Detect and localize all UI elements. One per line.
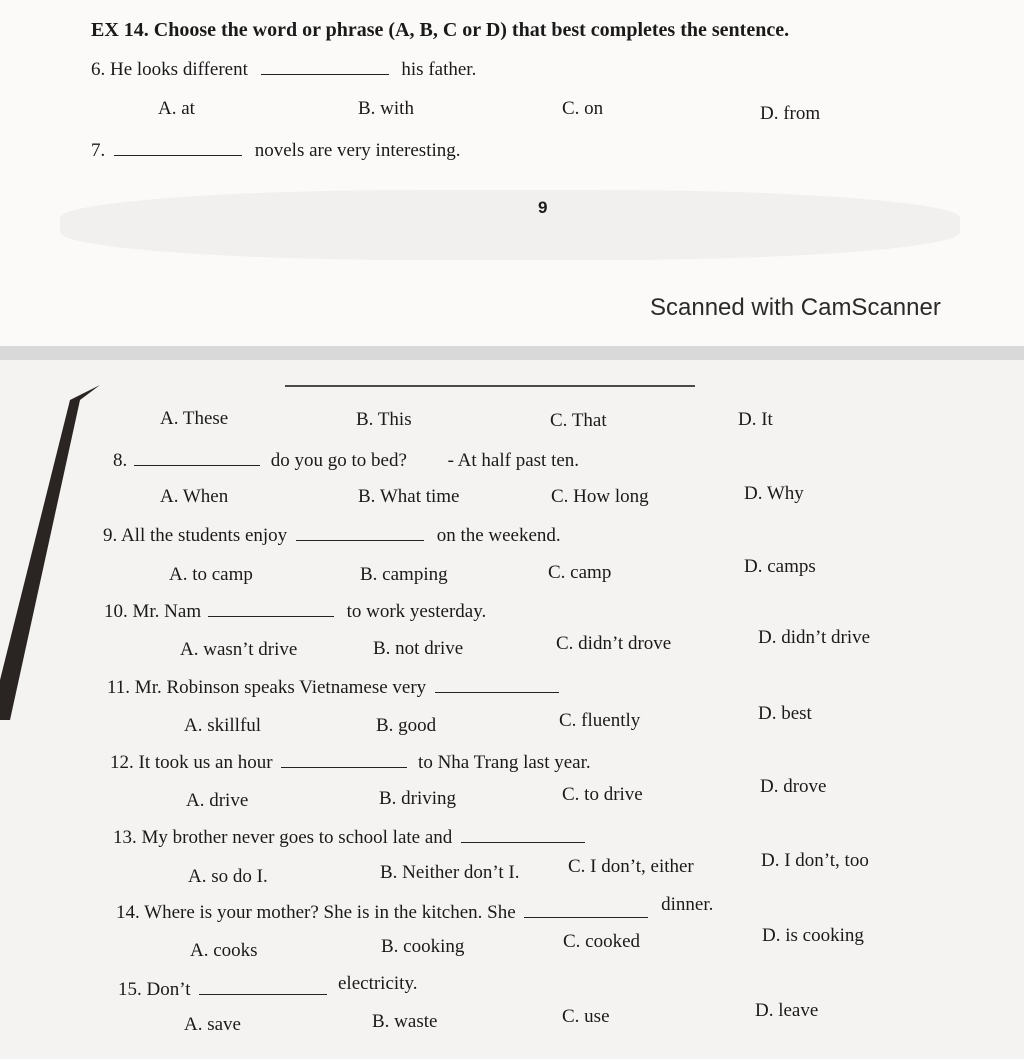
option-7d: D. It <box>738 409 773 430</box>
image-divider <box>0 346 1024 360</box>
answer-blank <box>208 614 334 617</box>
option-12c: C. to drive <box>562 784 643 805</box>
answer-blank <box>435 690 559 693</box>
option-12b: B. driving <box>379 788 457 809</box>
exercise-title: EX 14. Choose the word or phrase (A, B, C or D) that best completes the sentence. <box>91 19 790 41</box>
question-9-text-after: on the weekend. <box>436 525 561 546</box>
page-number: 9 <box>538 198 548 217</box>
top-scanned-page <box>0 0 1024 346</box>
question-12-text-before: 12. It took us an hour <box>110 752 273 773</box>
page-edge-shadow <box>0 360 120 720</box>
question-8-number: 8. <box>113 450 128 471</box>
question-8-text: do you go to bed? <box>270 450 407 471</box>
option-10c: C. didn’t drove <box>556 633 672 654</box>
option-14a: A. cooks <box>190 940 258 961</box>
option-6d: D. from <box>760 103 821 124</box>
option-15c: C. use <box>562 1006 610 1027</box>
question-15-text-before: 15. Don’t <box>118 979 191 1000</box>
option-10d: D. didn’t drive <box>758 627 871 648</box>
option-10a: A. wasn’t drive <box>180 639 298 660</box>
answer-blank <box>114 153 242 156</box>
question-10-text-before: 10. Mr. Nam <box>104 601 202 622</box>
option-7b: B. This <box>356 409 412 430</box>
question-12 <box>110 753 591 772</box>
option-7c: C. That <box>550 410 607 431</box>
option-7a: A. These <box>160 408 229 429</box>
question-14 <box>116 894 714 923</box>
option-10b: B. not drive <box>373 638 464 659</box>
option-13a: A. so do I. <box>188 866 268 887</box>
option-8a: A. When <box>160 486 229 507</box>
answer-blank <box>296 538 424 541</box>
question-10 <box>104 602 486 621</box>
scan-shadow <box>60 190 960 260</box>
question-7-text-after: novels are very interesting. <box>254 140 461 161</box>
option-12a: A. drive <box>186 790 249 811</box>
answer-blank <box>199 992 327 995</box>
top-rule <box>285 385 695 387</box>
question-9-text-before: 9. All the students enjoy <box>103 525 288 546</box>
option-11a: A. skillful <box>184 715 262 736</box>
question-15 <box>118 973 418 1000</box>
question-8-reply: - At half past ten. <box>447 450 580 471</box>
option-11b: B. good <box>376 715 437 736</box>
question-11 <box>107 678 559 697</box>
camscanner-watermark: Scanned with CamScanner <box>650 294 941 321</box>
option-9c: C. camp <box>548 562 612 583</box>
question-11-text: 11. Mr. Robinson speaks Vietnamese very <box>107 677 427 698</box>
option-11d: D. best <box>758 703 812 724</box>
question-6-text-after: his father. <box>401 59 477 80</box>
answer-blank <box>261 72 389 75</box>
option-15a: A. save <box>184 1014 241 1035</box>
answer-blank <box>524 915 648 918</box>
question-7-text-before: 7. <box>91 140 106 161</box>
option-13c: C. I don’t, either <box>568 856 694 877</box>
answer-blank <box>281 765 407 768</box>
question-13 <box>113 828 585 847</box>
question-14-text-after: dinner. <box>661 894 714 915</box>
option-11c: C. fluently <box>559 710 641 731</box>
question-12-text-after: to Nha Trang last year. <box>418 752 591 773</box>
bottom-scanned-page <box>0 360 1024 1059</box>
question-8 <box>113 451 579 470</box>
answer-blank <box>134 463 260 466</box>
option-15b: B. waste <box>372 1011 438 1032</box>
option-8d: D. Why <box>744 483 804 504</box>
question-7 <box>91 141 461 160</box>
question-9 <box>103 526 561 545</box>
option-9d: D. camps <box>744 556 816 577</box>
option-13b: B. Neither don’t I. <box>380 862 520 883</box>
question-14-text-before: 14. Where is your mother? She is in the kitchen. She <box>116 902 516 923</box>
question-13-text: 13. My brother never goes to school late and <box>113 827 453 848</box>
option-9b: B. camping <box>360 564 448 585</box>
option-6b: B. with <box>358 98 414 119</box>
option-8b: B. What time <box>358 486 460 507</box>
answer-blank <box>461 840 585 843</box>
option-14b: B. cooking <box>381 936 465 957</box>
option-6a: A. at <box>158 98 195 119</box>
question-6 <box>91 60 476 79</box>
option-9a: A. to camp <box>169 564 253 585</box>
option-6c: C. on <box>562 98 604 119</box>
question-6-text-before: 6. He looks different <box>91 59 248 80</box>
option-12d: D. drove <box>760 776 827 797</box>
question-10-text-after: to work yesterday. <box>346 601 487 622</box>
option-14c: C. cooked <box>563 931 641 952</box>
option-13d: D. I don’t, too <box>761 850 869 871</box>
option-15d: D. leave <box>755 1000 819 1021</box>
option-14d: D. is cooking <box>762 925 864 946</box>
question-15-text-after: electricity. <box>337 973 418 994</box>
option-8c: C. How long <box>551 486 649 507</box>
